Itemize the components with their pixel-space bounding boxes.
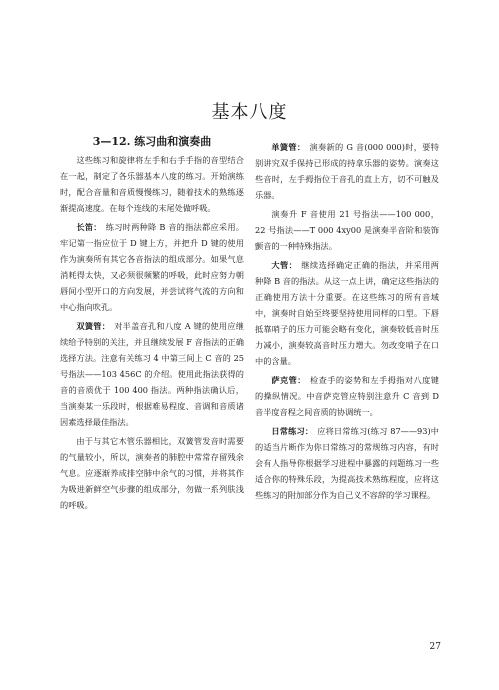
paragraph-oboe: 双簧管： 对半盖音孔和八度 A 键的使用应继续给予特别的关注，并且继续发展 F 音指法的正确选择方法。注意有关练习 4 中第三间上 C 音的 25 号指法——103 456C 的介绍。使用此指法获得的音的音质优于 100 400 指法。两种指法确认后，当演奏某一乐段时，根据难易程度、音调和音质诸因素选择最佳指法。 [60,321,244,427]
term-clarinet: 单簧管： [271,142,306,152]
term-daily-practice: 日常练习： [271,426,314,436]
paragraph-daily-practice: 日常练习： 应将日常练习(练习 87——93)中的适当片断作为你日常练习的常规练习内容，有时会有人指导你根据学习进程中暴露的问题练习一些适合你的特殊乐段，为提高技术熟练程度，应将这些练习的附加部分作为自己义不容辞的学习课程。 [255,426,439,500]
section-title: 3—12. 练习曲和演奏曲 [92,135,212,148]
term-flute: 长笛： [76,222,102,232]
term-saxophone: 萨克管： [271,375,306,385]
left-column [60,134,244,516]
term-bassoon: 大管： [271,260,298,270]
paragraph-flute: 长笛： 练习时两种降 B 音的指法都应采用。牢记第一指应位于 D 键上方，并把升 D 键的使用作为演奏所有其它各音指法的组成部分。如果气息消耗得太快，又必须很频繁的呼吸，此时应努力朝唇间小型开口的方向发展，并尝试将气流的方向和中心指向吹孔。 [60,222,244,312]
paragraph-intro: 这些练习和旋律将左手和右手手指的音型结合在一起，制定了各乐器基本八度的练习。开始演练时，配合音量和音质慢慢练习，随着技术的熟练逐渐提高速度。在每个连线的末尾处做呼吸。 [60,155,244,213]
paragraph-clarinet: 单簧管： 演奏新的 G 音(000 000)时，要特别讲究双手保持已形成的持拿乐器的姿势。演奏这些音时，左手拇指位于音孔的直上方，切不可触及乐器。 [255,142,439,200]
term-oboe: 双簧管： [76,321,111,331]
right-column [255,139,439,506]
page-number: 27 [429,642,441,652]
page-title: 基本八度 [211,102,288,124]
paragraph-saxophone: 萨克管： 检查手的姿势和左手拇指对八度键的操纵情况。中音萨克管应特别注意升 C 音到 D 音半度音程之间音质的协调统一。 [255,375,439,417]
paragraph-clarinet-fingering: 演奏升 F 音使用 21 号指法——100 000，22 号指法——T 000 4xy00 是演奏半音阶和装饰颤音的一种特殊指法。 [255,209,439,251]
paragraph-oboe-breath: 由于与其它木管乐器相比，双簧管发音时需要的气量较小，所以，演奏者的肺腔中常常存留残余气息。应逐渐养成排空肺中余气的习惯，并将其作为吸进新鲜空气步骤的组成部分，勿做一系列肤浅的呼吸。 [60,436,244,510]
paragraph-bassoon: 大管： 继续选择确定正确的指法，并采用两种降 B 音的指法。从这一点上讲，确定这些指法的正确使用方法十分重要。在这些练习的所有音域中，演奏时自始至终要坚持使用同样的口型。下唇抵靠哨子的压力可能会略有变化，演奏较低音时压力减小，演奏较高音时压力增大。勿改变哨子在口中的含量。 [255,260,439,366]
